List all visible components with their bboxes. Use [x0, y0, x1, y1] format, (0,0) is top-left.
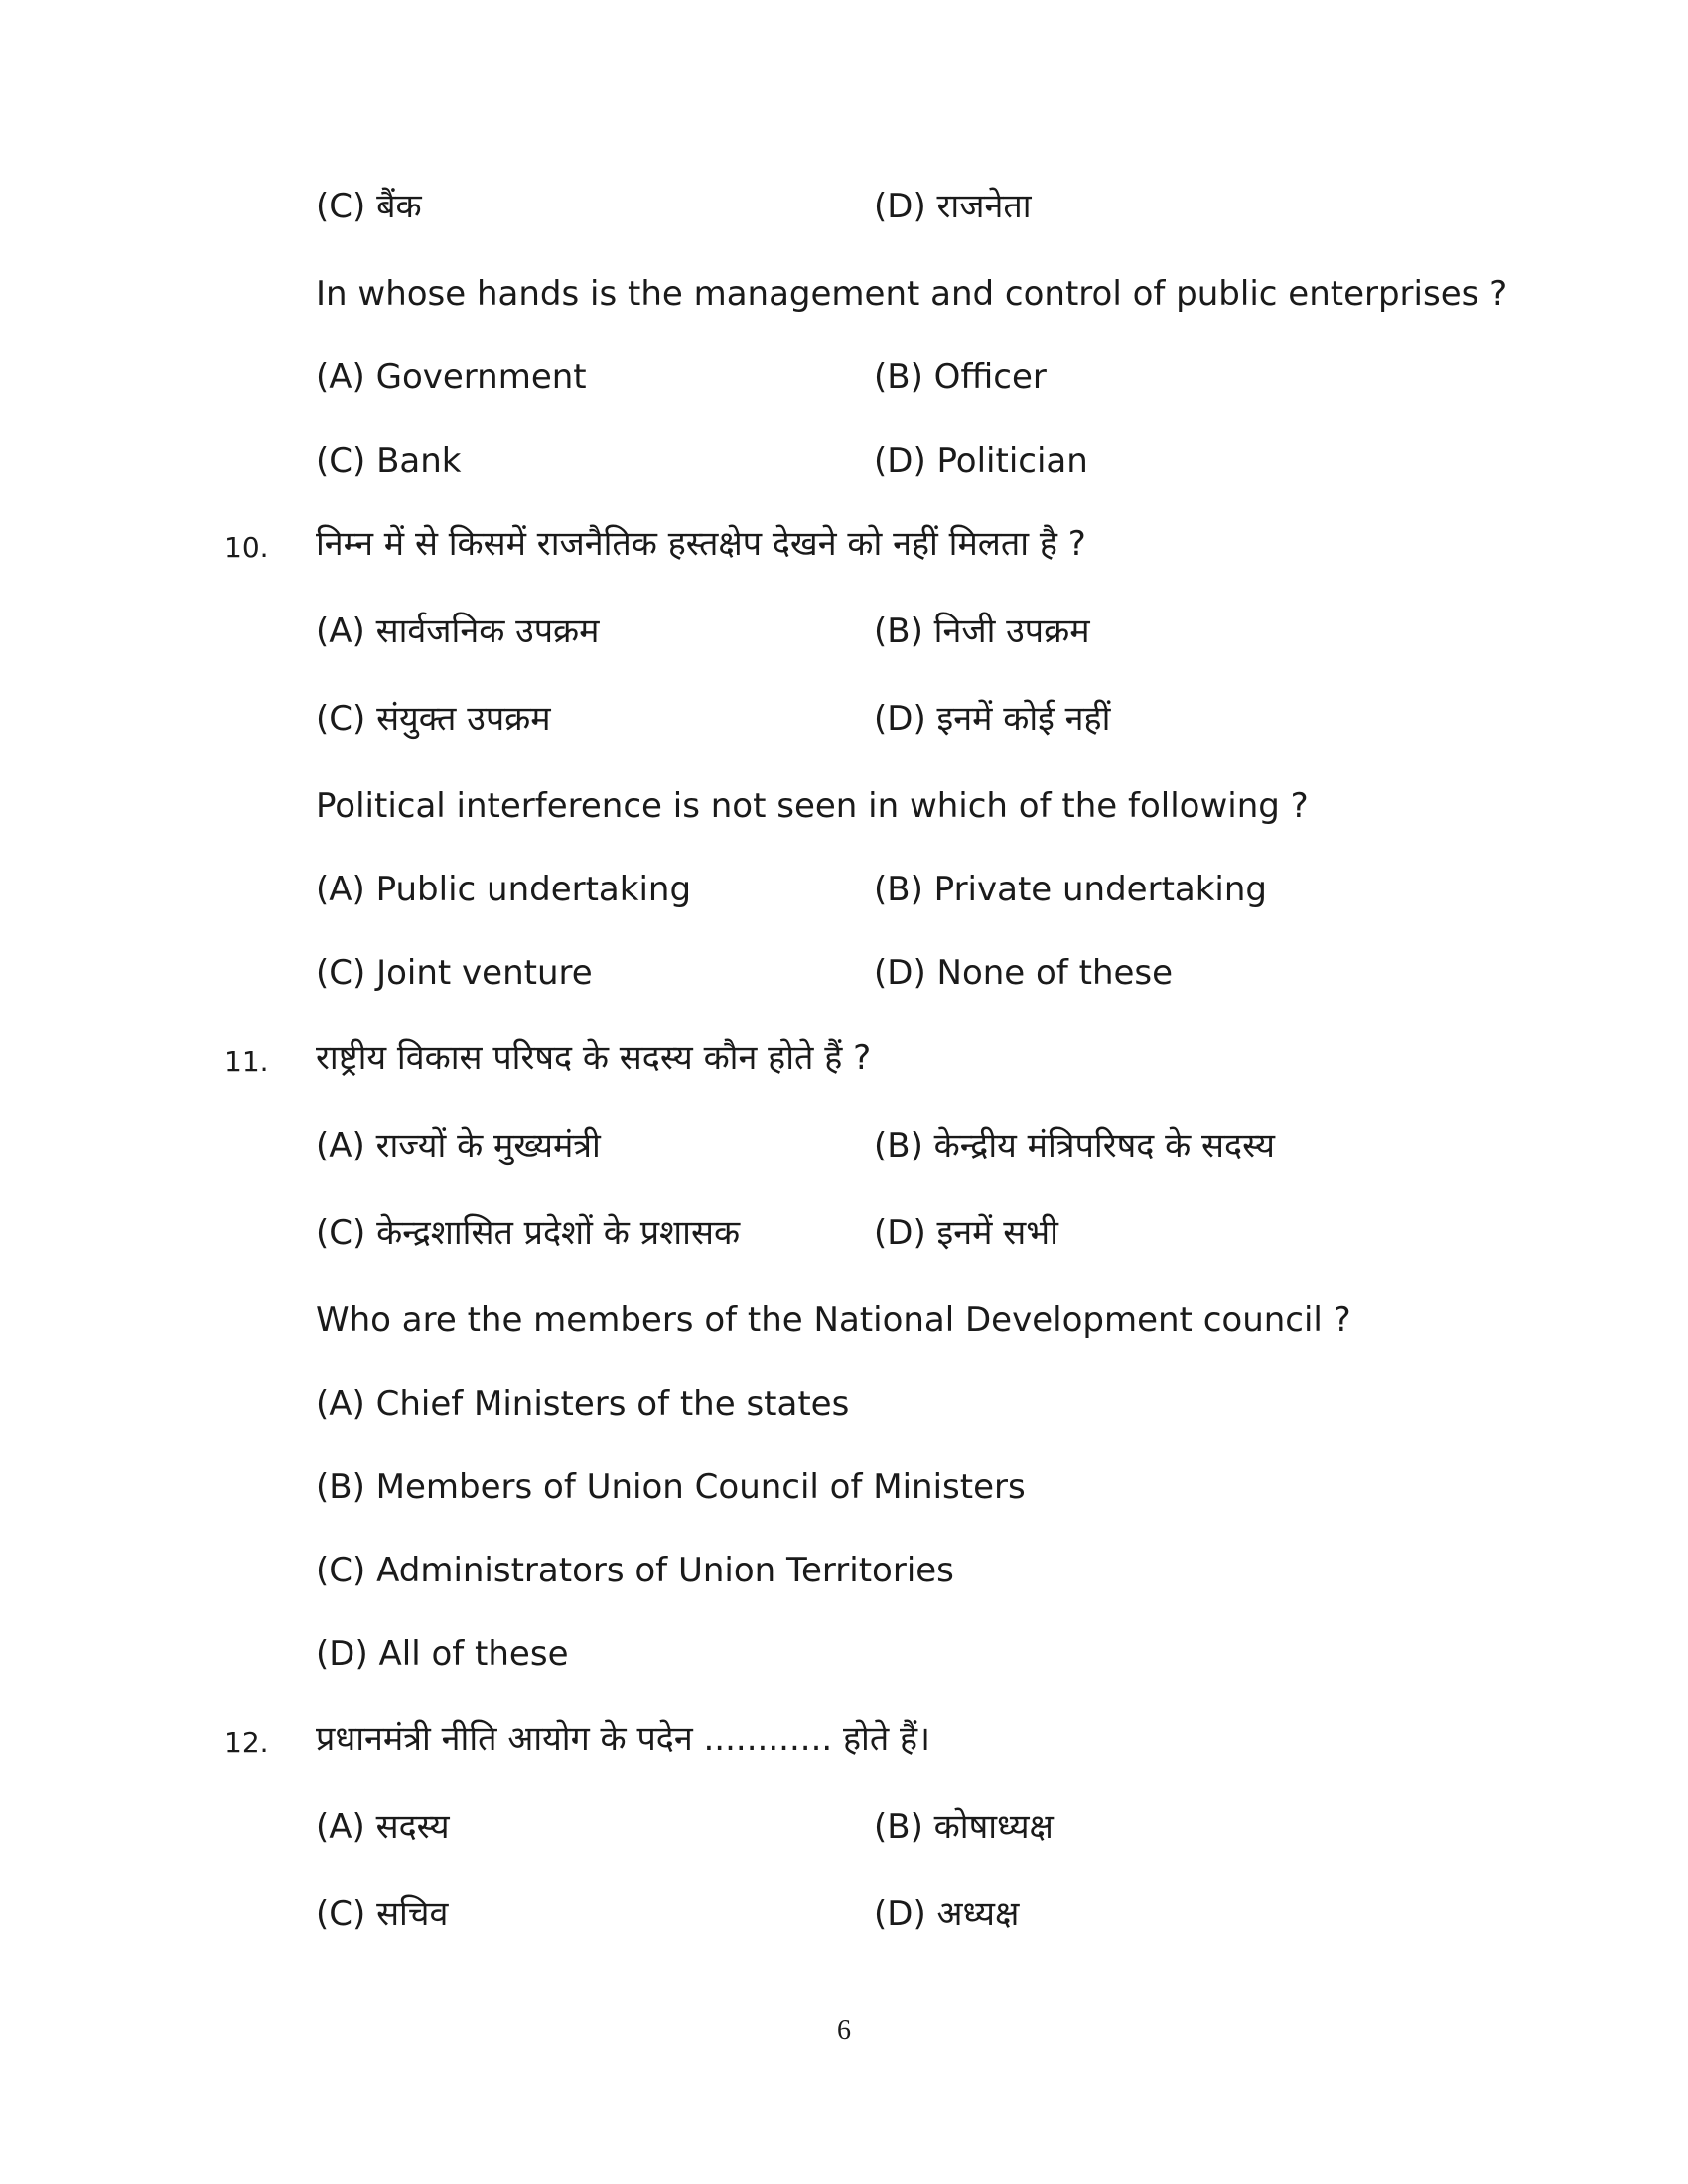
q10-hi-option-a: (A) सार्वजनिक उपक्रम [316, 612, 600, 651]
q10-hi-option-c: (C) संयुक्त उपक्रम [316, 699, 551, 739]
q9-hi-option-d: (D) राजनेता [874, 187, 1032, 226]
q9-en-option-c: (C) Bank [316, 441, 462, 480]
q11-en-question: Who are the members of the National Development council ? [316, 1300, 1351, 1340]
q12-hi-option-b: (B) कोषाध्यक्ष [874, 1807, 1054, 1846]
q11-hi-option-c: (C) केन्द्रशासित प्रदेशों के प्रशासक [316, 1213, 741, 1253]
q11-number: 11. [224, 1045, 269, 1078]
q9-en-option-a: (A) Government [316, 357, 587, 397]
q10-en-question: Political interference is not seen in which of the following ? [316, 786, 1309, 826]
q11-hi-option-d: (D) इनमें सभी [874, 1213, 1058, 1253]
q10-number: 10. [224, 531, 269, 564]
q12-hi-question: प्रधानमंत्री नीति आयोग के पदेन ............ होते हैं। [316, 1719, 930, 1759]
q11-hi-option-b: (B) केन्द्रीय मंत्रिपरिषद के सदस्य [874, 1126, 1276, 1165]
q12-hi-option-c: (C) सचिव [316, 1894, 449, 1934]
q10-en-option-b: (B) Private undertaking [874, 870, 1268, 909]
q11-en-option-b: (B) Members of Union Council of Ministers [316, 1467, 1026, 1507]
q10-hi-question: निम्न में से किसमें राजनैतिक हस्तक्षेप देखने को नहीं मिलता है ? [316, 524, 1086, 564]
q9-en-option-d: (D) Politician [874, 441, 1088, 480]
q11-hi-question: राष्ट्रीय विकास परिषद के सदस्य कौन होते हैं ? [316, 1038, 872, 1078]
q11-en-option-c: (C) Administrators of Union Territories [316, 1551, 954, 1590]
q12-hi-option-d: (D) अध्यक्ष [874, 1894, 1020, 1934]
q11-hi-option-a: (A) राज्यों के मुख्यमंत्री [316, 1126, 601, 1165]
q10-en-option-c: (C) Joint venture [316, 953, 593, 993]
q12-number: 12. [224, 1726, 269, 1759]
q12-hi-option-a: (A) सदस्य [316, 1807, 450, 1846]
q9-hi-option-c: (C) बैंक [316, 187, 422, 226]
q10-hi-option-b: (B) निजी उपक्रम [874, 612, 1090, 651]
q11-en-option-d: (D) All of these [316, 1634, 569, 1674]
q10-en-option-d: (D) None of these [874, 953, 1174, 993]
q9-en-question: In whose hands is the management and control of public enterprises ? [316, 274, 1508, 314]
q10-en-option-a: (A) Public undertaking [316, 870, 692, 909]
page-number: 6 [837, 2015, 851, 2046]
q10-hi-option-d: (D) इनमें कोई नहीं [874, 699, 1111, 739]
q9-en-option-b: (B) Officer [874, 357, 1047, 397]
q11-en-option-a: (A) Chief Ministers of the states [316, 1384, 850, 1424]
